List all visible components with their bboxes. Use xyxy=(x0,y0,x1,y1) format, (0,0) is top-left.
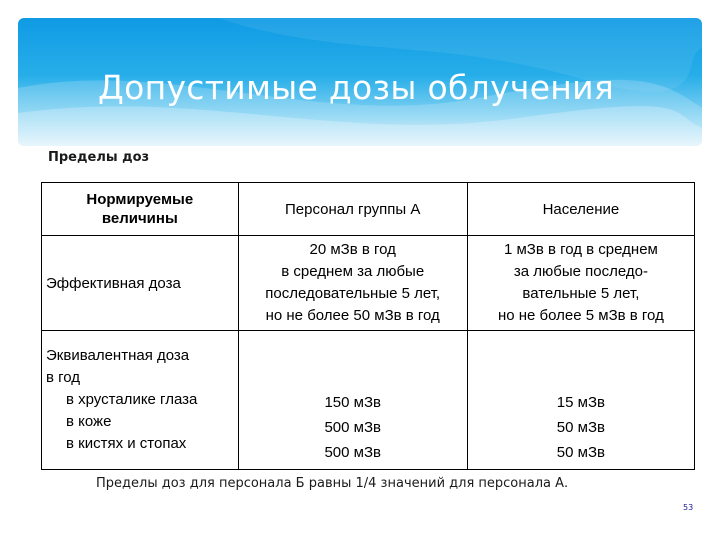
cell-line: 500 мЗв xyxy=(324,444,381,461)
cell-line: за любые последо- xyxy=(513,263,648,280)
organ-eye-lens: в хрусталике глаза xyxy=(66,391,198,408)
page-number: 53 xyxy=(683,503,694,512)
cell-line: Эквивалентная доза xyxy=(46,347,190,364)
dose-limits-table xyxy=(41,182,695,470)
organ-hands-feet: в кистях и стопах xyxy=(66,435,187,452)
equivalent-dose-label xyxy=(42,331,239,470)
equivalent-dose-population xyxy=(467,331,694,470)
table-header-row xyxy=(42,183,695,236)
cell-line: 500 мЗв xyxy=(324,419,381,436)
effective-dose-personnel-a xyxy=(238,236,467,331)
effective-dose-label: Эффективная доза xyxy=(42,236,239,331)
cell-line: но не более 5 мЗв в год xyxy=(497,307,664,324)
header-quantity xyxy=(42,183,239,236)
slide-title: Допустимые дозы облучения xyxy=(98,68,615,107)
effective-dose-population xyxy=(467,236,694,331)
equivalent-dose-personnel-a xyxy=(238,331,467,470)
organ-skin: в коже xyxy=(66,413,112,430)
slide-subtitle: Пределы доз xyxy=(48,150,150,165)
cell-line: в среднем за любые xyxy=(281,263,425,280)
cell-line: последовательные 5 лет, xyxy=(265,285,441,302)
cell-line: 150 мЗв xyxy=(324,394,381,411)
footnote: Пределы доз для персонала Б равны 1/4 значений для персонала А. xyxy=(96,476,569,491)
header-personnel-a: Персонал группы А xyxy=(238,183,467,236)
cell-line: 50 мЗв xyxy=(556,444,605,461)
header-quantity-line: Нормируемые xyxy=(86,191,194,208)
cell-line: вательные 5 лет, xyxy=(522,285,640,302)
cell-line: 20 мЗв в год xyxy=(309,241,396,258)
table-row-equivalent-dose xyxy=(42,331,695,470)
header-quantity-line: величины xyxy=(101,210,178,227)
cell-line: 1 мЗв в год в среднем xyxy=(503,241,658,258)
header-population: Население xyxy=(467,183,694,236)
cell-line: 50 мЗв xyxy=(556,419,605,436)
title-banner xyxy=(18,18,702,146)
cell-line: в год xyxy=(46,369,81,386)
table-row-effective-dose xyxy=(42,236,695,331)
cell-line: 15 мЗв xyxy=(556,394,605,411)
cell-line: но не более 50 мЗв в год xyxy=(265,307,440,324)
